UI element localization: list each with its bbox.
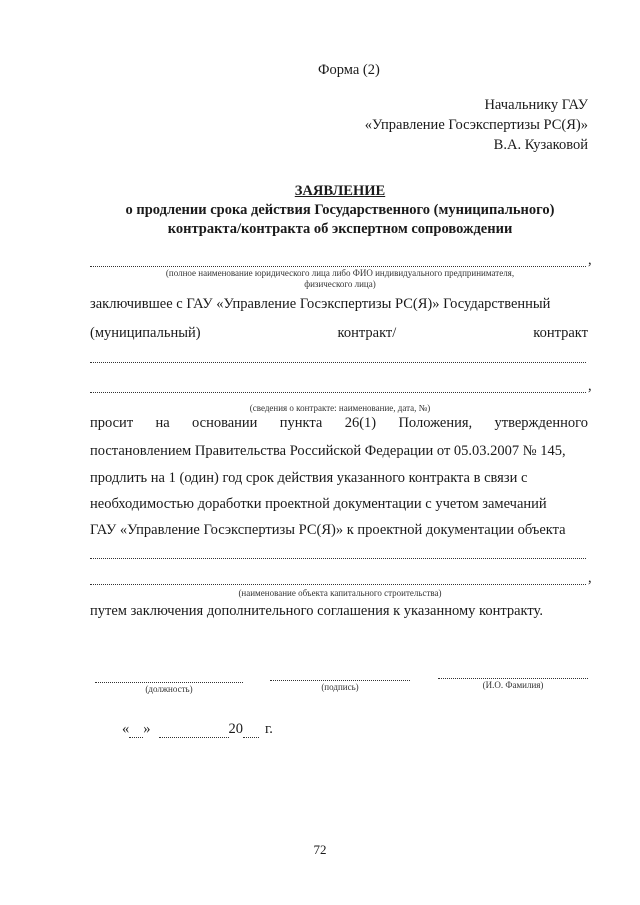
day-field[interactable] — [129, 725, 143, 738]
entity-name-field[interactable] — [90, 266, 586, 267]
municipal-line — [90, 325, 588, 342]
year-suffix: г. — [265, 721, 273, 737]
word: просит — [90, 415, 134, 431]
title-line-2: о продлении срока действия Государственного (муниципального) — [125, 202, 555, 218]
object-name-hint: (наименование объекта капитального строительства) — [238, 588, 442, 598]
necessity-line: необходимостью доработки проектной документации с учетом замечаний — [90, 496, 547, 512]
addressee-line-3: В.А. Кузаковой — [493, 137, 588, 153]
contract-comma: , — [588, 378, 592, 394]
word: пункта — [279, 415, 323, 431]
word: контракт/ — [337, 325, 397, 341]
page-number: 72 — [313, 842, 327, 857]
object-name-field-2[interactable] — [90, 584, 586, 585]
signature-hint: (подпись) — [321, 682, 359, 692]
position-hint: (должность) — [145, 684, 193, 694]
concluded-line: заключившее с ГАУ «Управление Госэкспертизы РС(Я)» Государственный — [90, 296, 551, 312]
extend-line: продлить на 1 (один) год срок действия указанного контракта в связи с — [90, 470, 528, 486]
request-line — [90, 415, 588, 432]
word: Положения, — [398, 415, 473, 431]
resolution-line: постановлением Правительства Российской Федерации от 05.03.2007 № 145, — [90, 443, 566, 459]
year-prefix: 20 — [228, 721, 243, 737]
entity-comma: , — [588, 252, 592, 268]
title-line-1: ЗАЯВЛЕНИЕ — [294, 183, 386, 199]
date-line — [122, 721, 273, 738]
year-field[interactable] — [243, 725, 259, 738]
signature-field[interactable] — [270, 680, 410, 681]
word: 26(1) — [344, 415, 377, 431]
gau-line: ГАУ «Управление Госэкспертизы РС(Я)» к проектной документации объекта — [90, 522, 566, 538]
contract-info-field-1[interactable] — [90, 362, 586, 363]
document-title — [90, 182, 590, 239]
full-name-hint: (И.О. Фамилия) — [482, 680, 544, 690]
date-open-quote: « — [122, 721, 130, 737]
addressee-line-2: «Управление Госэкспертизы РС(Я)» — [364, 117, 588, 133]
position-field[interactable] — [95, 682, 243, 683]
entity-name-hint — [90, 268, 590, 290]
title-line-3: контракта/контракта об экспертном сопровождении — [167, 221, 513, 237]
entity-hint-line-2: физического лица) — [304, 279, 376, 289]
object-name-field-1[interactable] — [90, 558, 586, 559]
contract-info-field-2[interactable] — [90, 392, 586, 393]
addressee-line-1: Начальнику ГАУ — [484, 97, 588, 113]
date-close-quote: » — [143, 721, 151, 737]
addressee — [365, 95, 588, 155]
entity-hint-line-1: (полное наименование юридического лица либо ФИО индивидуального предпринимателя, — [165, 268, 515, 278]
full-name-field[interactable] — [438, 678, 588, 679]
form-label: Форма (2) — [318, 62, 380, 78]
object-comma: , — [588, 570, 592, 586]
word: основании — [192, 415, 258, 431]
contract-info-hint: (сведения о контракте: наименование, дата, №) — [249, 403, 431, 413]
word: на — [155, 415, 170, 431]
word: утвержденного — [494, 415, 588, 431]
word: контракт — [533, 325, 588, 341]
month-field[interactable] — [159, 725, 229, 738]
conclusion-line: путем заключения дополнительного соглашения к указанному контракту. — [90, 603, 543, 619]
word: (муниципальный) — [90, 325, 201, 341]
